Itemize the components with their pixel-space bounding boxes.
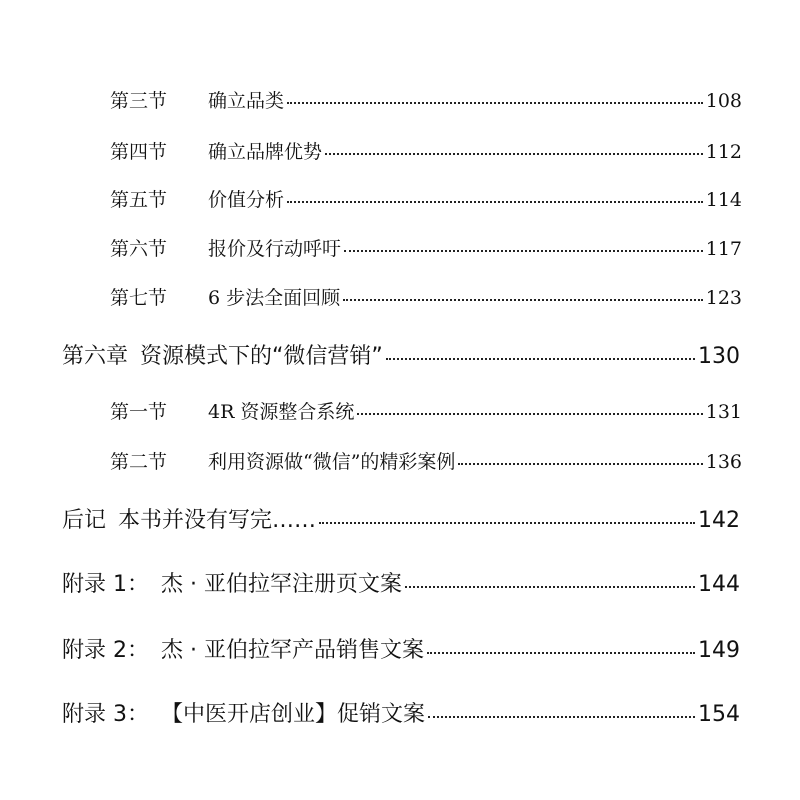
toc-entry-title: 确立品牌优势 <box>208 141 323 163</box>
toc-entry-appendix-1[interactable] <box>62 567 740 598</box>
dot-leader <box>405 585 695 588</box>
toc-entry-page: 144 <box>698 572 740 597</box>
dot-leader <box>427 651 695 654</box>
toc-entry-title: 杰 · 亚伯拉罕产品销售文案 <box>161 638 424 663</box>
toc-entry-title: 报价及行动呼吁 <box>208 238 342 260</box>
toc-entry-label: 第一节 <box>110 401 168 423</box>
toc-entry-section-3[interactable] <box>110 86 742 113</box>
toc-entry-page: 112 <box>705 141 742 163</box>
dot-leader <box>319 521 695 524</box>
toc-entry-title: 4R 资源整合系统 <box>208 401 355 423</box>
toc-entry-page: 117 <box>705 238 742 260</box>
dot-leader <box>343 298 703 301</box>
toc-entry-appendix-3[interactable] <box>62 697 740 728</box>
toc-entry-label: 第三节 <box>110 90 168 112</box>
toc-entry-label: 附录 2： <box>62 638 149 663</box>
toc-entry-section-5[interactable] <box>110 185 742 212</box>
toc-entry-label: 第五节 <box>110 189 168 211</box>
toc-entry-title: 确立品类 <box>208 90 285 112</box>
toc-entry-page: 114 <box>705 189 742 211</box>
dot-leader <box>428 715 695 718</box>
toc-entry-label: 第六节 <box>110 238 168 260</box>
toc-entry-label: 第七节 <box>110 287 168 309</box>
toc-entry-page: 131 <box>705 401 742 423</box>
dot-leader <box>287 101 703 104</box>
toc-entry-page: 123 <box>705 287 742 309</box>
toc-entry-title: 6 步法全面回顾 <box>208 287 341 309</box>
toc-entry-section-4[interactable] <box>110 137 742 164</box>
toc-entry-label: 附录 3： <box>62 702 149 727</box>
toc-entry-section-1[interactable] <box>110 397 742 424</box>
toc-entry-title: 本书并没有写完…… <box>118 508 317 533</box>
dot-leader <box>357 412 702 415</box>
toc-entry-title: 【中医开店创业】促销文案 <box>161 702 426 727</box>
toc-entry-page: 130 <box>698 344 740 369</box>
dot-leader <box>325 152 703 155</box>
toc-entry-section-6[interactable] <box>110 234 742 261</box>
toc-entry-title: 杰 · 亚伯拉罕注册页文案 <box>161 572 402 597</box>
toc-entry-title: 利用资源做“微信”的精彩案例 <box>208 451 456 473</box>
toc-entry-page: 149 <box>698 638 740 663</box>
toc-entry-label: 第二节 <box>110 451 168 473</box>
toc-entry-afterword[interactable] <box>62 503 740 534</box>
toc-entry-section-7[interactable] <box>110 283 742 310</box>
toc-entry-label: 第四节 <box>110 141 168 163</box>
dot-leader <box>344 249 703 252</box>
toc-entry-section-2[interactable] <box>110 447 742 474</box>
toc-entry-label: 附录 1： <box>62 572 149 597</box>
toc-entry-label: 第六章 <box>62 344 129 369</box>
toc-entry-title: 价值分析 <box>208 189 285 211</box>
dot-leader <box>287 200 703 203</box>
toc-entry-page: 154 <box>698 702 740 727</box>
dot-leader <box>386 357 695 360</box>
toc-entry-appendix-2[interactable] <box>62 633 740 664</box>
toc-entry-page: 142 <box>698 508 740 533</box>
dot-leader <box>458 462 702 465</box>
toc-entry-title: 资源模式下的“微信营销” <box>140 344 383 369</box>
toc-entry-label: 后记 <box>62 508 107 533</box>
toc-entry-page: 108 <box>705 90 742 112</box>
toc-entry-page: 136 <box>705 451 742 473</box>
toc-entry-chapter-6[interactable] <box>62 339 740 370</box>
